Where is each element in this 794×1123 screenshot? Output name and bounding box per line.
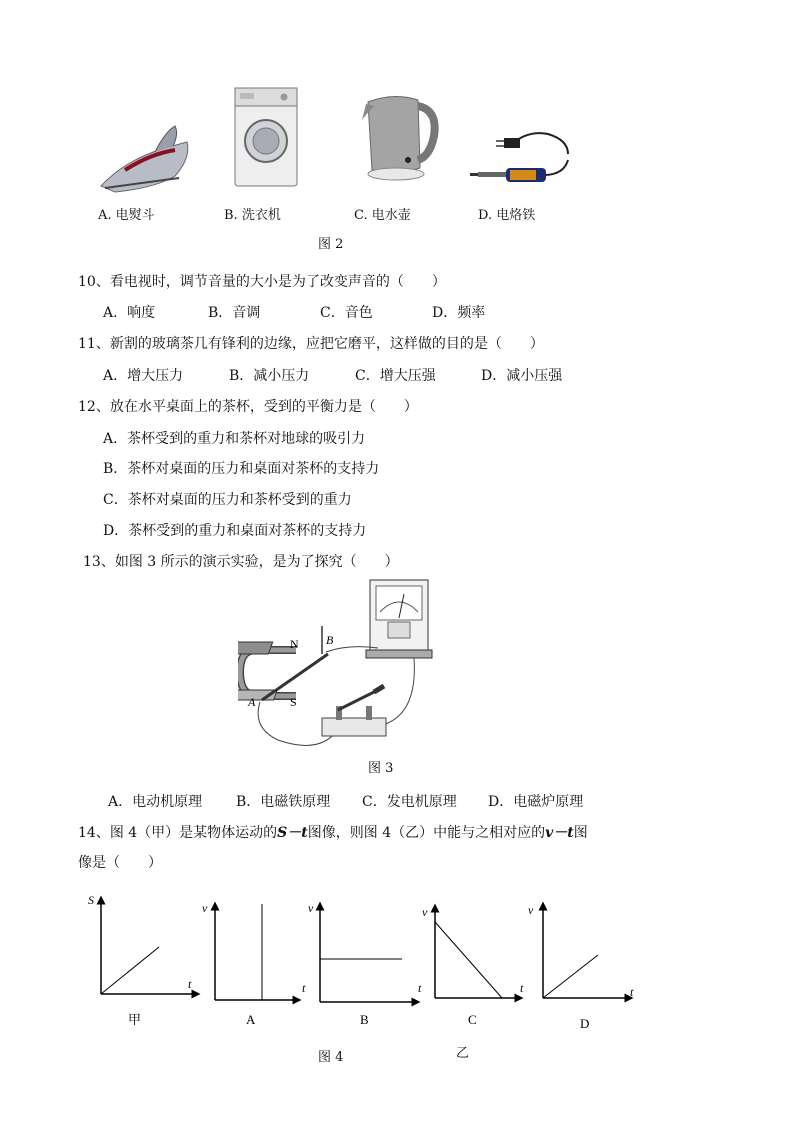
question-13-option-b: B．电磁铁原理 bbox=[236, 794, 331, 810]
question-13-option-c: C．发电机原理 bbox=[362, 794, 457, 810]
question-13-option-d: D．电磁炉原理 bbox=[488, 794, 584, 810]
graph-jia-label: 甲 bbox=[128, 1012, 142, 1027]
question-10-stem: 10、看电视时，调节音量的大小是为了改变声音的（ ） bbox=[78, 274, 446, 290]
figure-3-apparatus bbox=[238, 578, 434, 754]
question-11-option-c: C．增大压强 bbox=[355, 368, 436, 384]
question-12-stem: 12、放在水平桌面上的茶杯，受到的平衡力是（ ） bbox=[78, 399, 418, 415]
graph-d-y-label: v bbox=[528, 903, 534, 917]
question-11-option-d: D．减小压强 bbox=[481, 368, 563, 384]
figure-2-label-a: A. 电熨斗 bbox=[98, 208, 155, 223]
question-14-stem-part: 图 bbox=[573, 825, 588, 841]
graph-a bbox=[202, 901, 306, 1027]
graph-a-x-label: t bbox=[302, 981, 306, 995]
graph-jia bbox=[88, 893, 196, 1027]
graph-c-label: C bbox=[468, 1012, 477, 1027]
figure-2-label-c: C. 电水壶 bbox=[354, 208, 411, 223]
question-14-stem-line-2: 像是（ ） bbox=[78, 855, 162, 871]
question-11-stem: 11、新割的玻璃茶几有锋利的边缘，应把它磨平，这样做的目的是（ ） bbox=[78, 336, 544, 352]
graph-b-label: B bbox=[360, 1012, 369, 1027]
electric-kettle-icon bbox=[360, 90, 440, 186]
figure-3-label-a: A bbox=[248, 695, 256, 709]
question-11-option-a: A．增大压力 bbox=[103, 368, 184, 384]
graph-a-y-label: v bbox=[202, 901, 208, 915]
graph-c-x-label: t bbox=[520, 981, 524, 995]
question-14-stem-part: 14、图 4（甲）是某物体运动的 bbox=[78, 825, 278, 841]
question-12-option-d: D．茶杯受到的重力和桌面对茶杯的支持力 bbox=[103, 523, 367, 539]
question-10-option-c: C．音色 bbox=[320, 305, 373, 321]
v-t-term: v－t bbox=[545, 825, 574, 841]
figure-3-label-b: B bbox=[326, 633, 334, 647]
question-10-option-b: B．音调 bbox=[208, 305, 261, 321]
figure-2-caption: 图 2 bbox=[318, 237, 344, 252]
question-10-option-a: A．响度 bbox=[103, 305, 156, 321]
graph-b bbox=[308, 901, 422, 1027]
figure-3-label-s: S bbox=[290, 695, 297, 709]
question-12-option-a: A．茶杯受到的重力和茶杯对地球的吸引力 bbox=[103, 431, 366, 447]
question-13-option-a: A．电动机原理 bbox=[108, 794, 203, 810]
figure-2-label-b: B. 洗衣机 bbox=[224, 208, 281, 223]
graph-jia-x-label: t bbox=[188, 977, 192, 991]
figure-4-group-label: 乙 bbox=[456, 1046, 470, 1061]
figure-3-label-n: N bbox=[290, 637, 299, 651]
s-t-term: S－t bbox=[277, 825, 308, 841]
question-12-option-c: C．茶杯对桌面的压力和茶杯受到的重力 bbox=[103, 492, 352, 508]
question-13-stem: 13、如图 3 所示的演示实验，是为了探究（ ） bbox=[83, 554, 399, 570]
figure-3-caption: 图 3 bbox=[368, 761, 394, 776]
question-12-option-b: B．茶杯对桌面的压力和桌面对茶杯的支持力 bbox=[103, 461, 380, 477]
figure-4-graphs bbox=[84, 888, 644, 1033]
question-14-stem-part: 图像，则图 4（乙）中能与之相对应的 bbox=[307, 825, 546, 841]
graph-d bbox=[528, 903, 634, 1031]
soldering-iron-icon bbox=[468, 130, 578, 192]
figure-2-label-d: D. 电烙铁 bbox=[478, 208, 536, 223]
figure-4-caption: 图 4 bbox=[318, 1050, 344, 1065]
graph-jia-y-label: S bbox=[88, 893, 94, 907]
graph-a-label: A bbox=[246, 1012, 256, 1027]
graph-b-y-label: v bbox=[308, 901, 314, 915]
iron-icon bbox=[95, 118, 195, 198]
question-14-stem-line-1 bbox=[78, 822, 588, 842]
graph-c bbox=[422, 905, 524, 1027]
graph-c-y-label: v bbox=[422, 905, 428, 919]
question-10-option-d: D．频率 bbox=[432, 305, 486, 321]
washing-machine-icon bbox=[232, 85, 300, 189]
graph-b-x-label: t bbox=[418, 981, 422, 995]
graph-d-label: D bbox=[580, 1016, 590, 1031]
question-11-option-b: B．减小压力 bbox=[229, 368, 310, 384]
graph-d-x-label: t bbox=[630, 985, 634, 999]
